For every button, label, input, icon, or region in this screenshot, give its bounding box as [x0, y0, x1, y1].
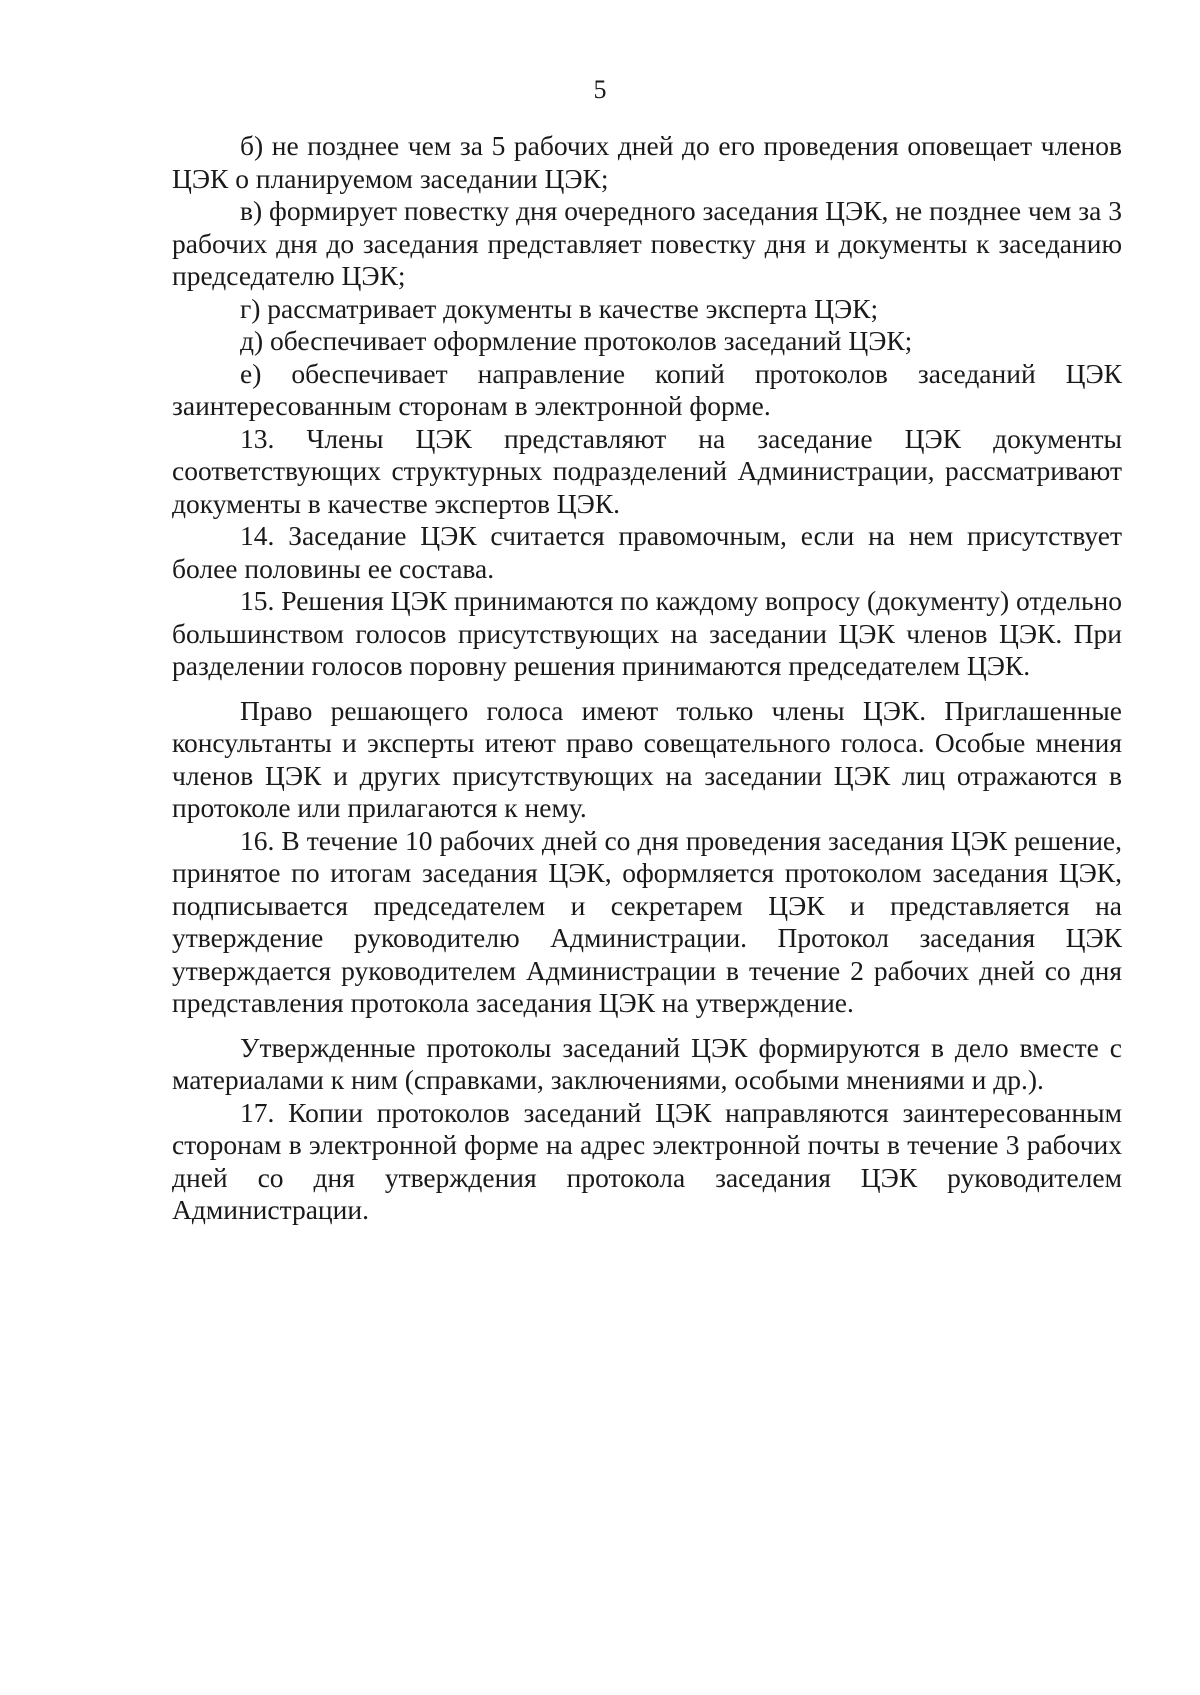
page-number: 5	[593, 75, 607, 104]
paragraph-g: г) рассматривает документы в качестве эксперта ЦЭК;	[240, 292, 879, 324]
paragraph-16-protocols-filing: Утвержденные протоколы заседаний ЦЭК формируются в дело вместе с материалами к ним (справками, заключениями, особыми мнениями и др.).	[172, 1031, 1122, 1095]
paragraph-15-voting-rights: Право решающего голоса имеют только члены ЦЭК. Приглашенные консультанты и эксперты итеют право совещательного голоса. Особые мнения членов ЦЭК и других присутствующих на заседании ЦЭК лиц отражаются в протоколе или прилагаются к нему.	[172, 694, 1122, 823]
paragraph-b: б) не позднее чем за 5 рабочих дней до его проведения оповещает членов ЦЭК о планируемом заседании ЦЭК;	[172, 130, 1122, 194]
paragraph-e: е) обеспечивает направление копий протоколов заседаний ЦЭК заинтересованным сторонам в электронной форме.	[172, 357, 1122, 421]
paragraph-14: 14. Заседание ЦЭК считается правомочным, если на нем присутствует более половины ее состава.	[172, 520, 1122, 584]
paragraph-v: в) формирует повестку дня очередного заседания ЦЭК, не позднее чем за 3 рабочих дня до заседания представляет повестку дня и документы к заседанию председателю ЦЭК;	[172, 195, 1122, 291]
paragraph-13: 13. Члены ЦЭК представляют на заседание ЦЭК документы соответствующих структурных подразделений Администрации, рассматривают документы в качестве экспертов ЦЭК.	[172, 422, 1122, 519]
paragraph-16: 16. В течение 10 рабочих дней со дня проведения заседания ЦЭК решение, принятое по итогам заседания ЦЭК, оформляется протоколом заседания ЦЭК, подписывается председателем и секретарем ЦЭК и представляется на утверждение руководителю Администрации. Протокол заседания ЦЭК утверждается руководителем Администрации в течение 2 рабочих дней со дня представления протокола заседания ЦЭК на утверждение.	[172, 824, 1122, 1018]
paragraph-d: д) обеспечивает оформление протоколов заседаний ЦЭК;	[240, 325, 913, 356]
paragraph-17: 17. Копии протоколов заседаний ЦЭК направляются заинтересованным сторонам в электронной форме на адрес электронной почты в течение 3 рабочих дней со дня утверждения протокола заседания ЦЭК руководителем Администрации.	[172, 1096, 1122, 1225]
paragraph-15: 15. Решения ЦЭК принимаются по каждому вопросу (документу) отдельно большинством голосов присутствующих на заседании ЦЭК членов ЦЭК. При разделении голосов поровну решения принимаются председателем ЦЭК.	[172, 585, 1122, 681]
document-body	[172, 130, 1122, 1227]
